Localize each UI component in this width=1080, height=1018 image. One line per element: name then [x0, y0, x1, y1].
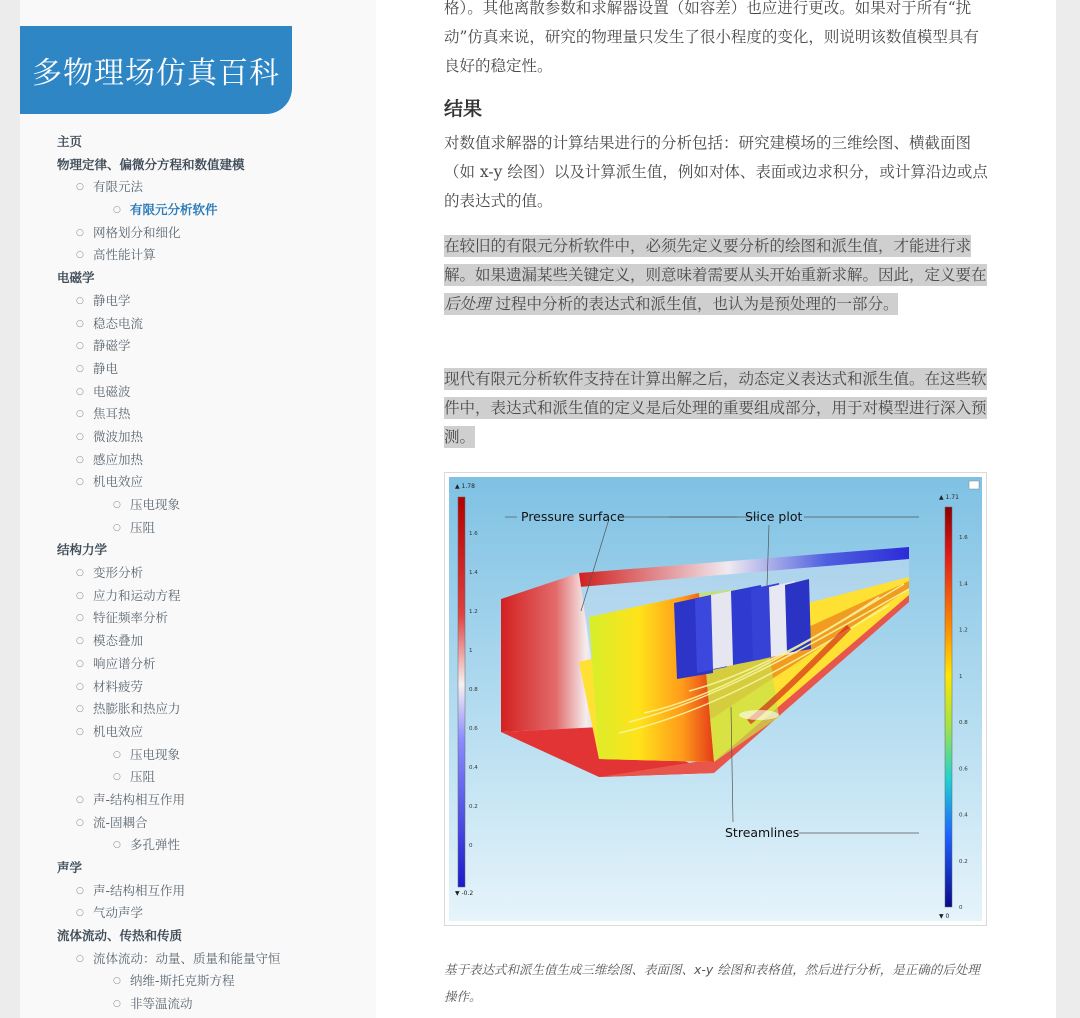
sidebar-item[interactable] — [20, 222, 376, 245]
figure-caption: 基于表达式和派生值生成三维绘图、表面图、x-y 绘图和表格值，然后进行分析，是正确的后处理操作。 — [444, 962, 980, 1004]
results-heading: 结果 — [444, 98, 483, 120]
simulation-figure — [444, 472, 987, 926]
scale-tick-label: 0.2 — [469, 804, 478, 810]
bullet-icon: ○ — [113, 840, 121, 851]
sidebar-item-label: 非等温流动 — [130, 996, 193, 1012]
bullet-icon: ○ — [76, 568, 84, 579]
streamlines-label: Streamlines — [725, 825, 800, 840]
scale-tick-label: 1.4 — [469, 570, 478, 576]
scale-tick-label: 0.8 — [959, 720, 968, 726]
sidebar-item-label: 电磁波 — [93, 383, 131, 399]
sidebar-item[interactable] — [20, 403, 376, 426]
scale-tick-label: 0 — [469, 843, 473, 849]
sidebar-item[interactable] — [20, 676, 376, 699]
old-software-text-b: 过程中分析的表达式和派生值，也认为是预处理的一部分。 — [495, 295, 899, 313]
sidebar-item[interactable] — [20, 993, 376, 1016]
sidebar-item-label: 响应谱分析 — [93, 655, 156, 671]
right-scale-min: ▼ 0 — [939, 913, 950, 920]
scale-tick-label: 0.6 — [469, 726, 478, 732]
bullet-icon: ○ — [76, 227, 84, 238]
sidebar-item-label: 电磁学 — [57, 270, 95, 286]
sidebar — [20, 0, 377, 1018]
post-processing-term: 后处理 — [444, 295, 491, 313]
bullet-icon: ○ — [76, 681, 84, 692]
site-title: 多物理场仿真百科 — [32, 56, 280, 91]
sidebar-item-label: 压阻 — [130, 769, 156, 785]
sidebar-item-label: 声学 — [57, 860, 83, 875]
scale-tick-label: 1.4 — [959, 581, 968, 588]
sidebar-item[interactable] — [20, 176, 376, 199]
bullet-icon: ○ — [76, 182, 84, 193]
bullet-icon: ○ — [76, 341, 84, 352]
sidebar-item[interactable] — [20, 539, 376, 562]
sidebar-item-label: 感应加热 — [93, 451, 144, 467]
slice-plot-label: Slice plot — [745, 509, 803, 524]
sidebar-item-label: 应力和运动方程 — [93, 587, 181, 603]
bullet-icon: ○ — [76, 817, 84, 828]
sidebar-item[interactable] — [20, 131, 376, 154]
old-software-text-a: 在较旧的有限元分析软件中，必须先定义要分析的绘图和派生值，才能进行求解。如果遗漏某些关键定义，则意味着需要从头开始重新求解。因此，定义要在 — [444, 237, 987, 284]
sidebar-item[interactable] — [20, 653, 376, 676]
intro-paragraph: 格）。其他离散参数和求解器设置（如容差）也应进行更改。如果对于所有“扰动”仿真来说，研究的物理量只发生了很小程度的变化，则说明该数值模型具有良好的稳定性。 — [444, 0, 979, 75]
article-area — [376, 0, 1056, 1018]
sidebar-item-label: 机电效应 — [93, 723, 144, 739]
scale-tick-label: 0.2 — [959, 858, 968, 865]
sidebar-item[interactable] — [20, 789, 376, 812]
sidebar-item[interactable] — [20, 290, 376, 313]
bullet-icon: ○ — [76, 704, 84, 715]
sidebar-item-label: 材料疲劳 — [93, 678, 144, 694]
bullet-icon: ○ — [76, 295, 84, 306]
modern-software-text: 现代有限元分析软件支持在计算出解之后，动态定义表达式和派生值。在这些软件中，表达式和派生值的定义是后处理的重要组成部分，用于对模型进行深入预测。 — [444, 370, 987, 446]
scale-tick-label: 0.6 — [959, 766, 968, 773]
sidebar-item-label: 主页 — [57, 134, 83, 149]
sidebar-item-label: 多孔弹性 — [130, 837, 181, 853]
bullet-icon: ○ — [76, 794, 84, 805]
sidebar-item[interactable] — [20, 335, 376, 358]
bullet-icon: ○ — [76, 363, 84, 374]
sidebar-item[interactable] — [20, 902, 376, 925]
scale-tick-label: 0.4 — [959, 812, 968, 819]
scale-tick-label: 0.8 — [469, 687, 478, 693]
sidebar-item[interactable] — [20, 244, 376, 267]
sidebar-item[interactable] — [20, 585, 376, 608]
sidebar-item-label: 焦耳热 — [93, 406, 131, 422]
sidebar-item-label: 声-结构相互作用 — [93, 791, 186, 807]
bullet-icon: ○ — [76, 636, 84, 647]
scale-tick-label: 1.2 — [469, 609, 478, 615]
sidebar-item[interactable] — [20, 970, 376, 993]
sidebar-item-label: 物理定律、偏微分方程和数值建模 — [57, 156, 245, 172]
sidebar-item-label: 静磁学 — [93, 338, 131, 354]
scale-tick-label: 1 — [469, 648, 473, 654]
sidebar-item-label: 结构力学 — [57, 542, 108, 558]
scale-tick-label: 1.2 — [959, 627, 968, 634]
sidebar-item[interactable] — [20, 880, 376, 903]
sidebar-item-label: 有限元法 — [93, 179, 144, 195]
sidebar-item[interactable] — [20, 698, 376, 721]
sidebar-item[interactable] — [20, 630, 376, 653]
old-software-paragraph — [444, 232, 989, 319]
sidebar-item[interactable] — [20, 607, 376, 630]
bullet-icon: ○ — [76, 409, 84, 420]
sidebar-item[interactable] — [20, 857, 376, 880]
sidebar-nav — [20, 131, 376, 1016]
site-brand[interactable] — [20, 26, 292, 114]
sidebar-item-label: 微波加热 — [93, 428, 144, 444]
bullet-icon: ○ — [113, 749, 121, 760]
sidebar-item-label: 压电现象 — [130, 746, 181, 762]
sidebar-item-label: 网格划分和细化 — [93, 224, 181, 240]
page-gutter — [1056, 0, 1080, 1018]
sidebar-item[interactable] — [20, 925, 376, 948]
scale-tick-label: 1.6 — [959, 535, 968, 541]
modern-software-paragraph — [444, 365, 989, 452]
scale-tick-label: 1.6 — [469, 531, 478, 537]
sidebar-item-label: 声-结构相互作用 — [93, 882, 186, 898]
sidebar-item-label: 纳维-斯托克斯方程 — [130, 973, 235, 989]
sidebar-item[interactable] — [20, 494, 376, 517]
sidebar-item[interactable] — [20, 517, 376, 540]
bullet-icon: ○ — [113, 772, 121, 783]
bullet-icon: ○ — [76, 250, 84, 261]
sidebar-item[interactable] — [20, 381, 376, 404]
sidebar-item[interactable] — [20, 834, 376, 857]
sidebar-item-label: 流体流动：动量、质量和能量守恒 — [93, 950, 281, 966]
sidebar-item-label: 变形分析 — [93, 565, 144, 581]
sidebar-item-label: 有限元分析软件 — [130, 202, 218, 218]
sidebar-item[interactable] — [20, 154, 376, 177]
bullet-icon: ○ — [76, 318, 84, 329]
sidebar-item[interactable] — [20, 426, 376, 449]
sidebar-item-label: 流体流动、传热和传质 — [57, 928, 183, 944]
sidebar-item-label: 气动声学 — [93, 905, 144, 921]
sidebar-item-label: 静电学 — [93, 292, 131, 308]
left-scale-max: ▲ 1.78 — [455, 483, 475, 490]
sidebar-item[interactable] — [20, 199, 376, 222]
sidebar-item-label: 机电效应 — [93, 474, 144, 490]
scale-tick-label: 0.4 — [469, 765, 478, 771]
sidebar-item[interactable] — [20, 313, 376, 336]
bullet-icon: ○ — [76, 953, 84, 964]
bullet-icon: ○ — [113, 976, 121, 987]
sidebar-item[interactable] — [20, 449, 376, 472]
pressure-surface-label: Pressure surface — [521, 509, 625, 524]
bullet-icon: ○ — [76, 386, 84, 397]
sidebar-item[interactable] — [20, 721, 376, 744]
bullet-icon: ○ — [113, 500, 121, 510]
bullet-icon: ○ — [76, 908, 84, 919]
sidebar-item-label: 高性能计算 — [93, 247, 156, 263]
scale-tick-label: 0 — [959, 905, 963, 911]
right-scale-max: ▲ 1.71 — [939, 494, 959, 501]
sidebar-item[interactable] — [20, 471, 376, 494]
left-scale-min: ▼ -0.2 — [455, 890, 474, 897]
bullet-icon: ○ — [76, 454, 84, 465]
sidebar-item[interactable] — [20, 812, 376, 835]
bullet-icon: ○ — [76, 885, 84, 896]
sidebar-item-label: 流-固耦合 — [93, 814, 148, 830]
bullet-icon: ○ — [76, 590, 84, 601]
scale-tick-label: 1 — [959, 673, 963, 680]
bullet-icon: ○ — [76, 726, 84, 737]
bullet-icon: ○ — [113, 205, 121, 216]
sidebar-item[interactable] — [20, 562, 376, 585]
bullet-icon: ○ — [76, 431, 84, 442]
bullet-icon: ○ — [76, 658, 84, 669]
bullet-icon: ○ — [113, 999, 121, 1010]
sidebar-item[interactable] — [20, 744, 376, 767]
bullet-icon: ○ — [113, 522, 121, 533]
sidebar-item-label: 压电现象 — [130, 497, 181, 512]
sidebar-item-label: 静电 — [93, 360, 119, 376]
sidebar-item[interactable] — [20, 766, 376, 789]
sidebar-item-label: 热膨胀和热应力 — [93, 701, 181, 717]
sidebar-item-label: 特征频率分析 — [93, 610, 169, 626]
sidebar-item[interactable] — [20, 267, 376, 290]
bullet-icon: ○ — [76, 613, 84, 624]
results-paragraph: 对数值求解器的计算结果进行的分析包括：研究建模场的三维绘图、横截面图（如 x-y 绘图）以及计算派生值，例如对体、表面或边求积分，或计算沿边或点的表达式的值。 — [444, 134, 988, 210]
sidebar-item-label: 模态叠加 — [93, 633, 144, 649]
sidebar-item[interactable] — [20, 948, 376, 971]
sidebar-item[interactable] — [20, 358, 376, 381]
sidebar-item-label: 稳态电流 — [93, 315, 144, 331]
simulation-plot-image — [449, 477, 982, 921]
bullet-icon: ○ — [76, 477, 84, 488]
sidebar-item-label: 压阻 — [130, 519, 156, 535]
